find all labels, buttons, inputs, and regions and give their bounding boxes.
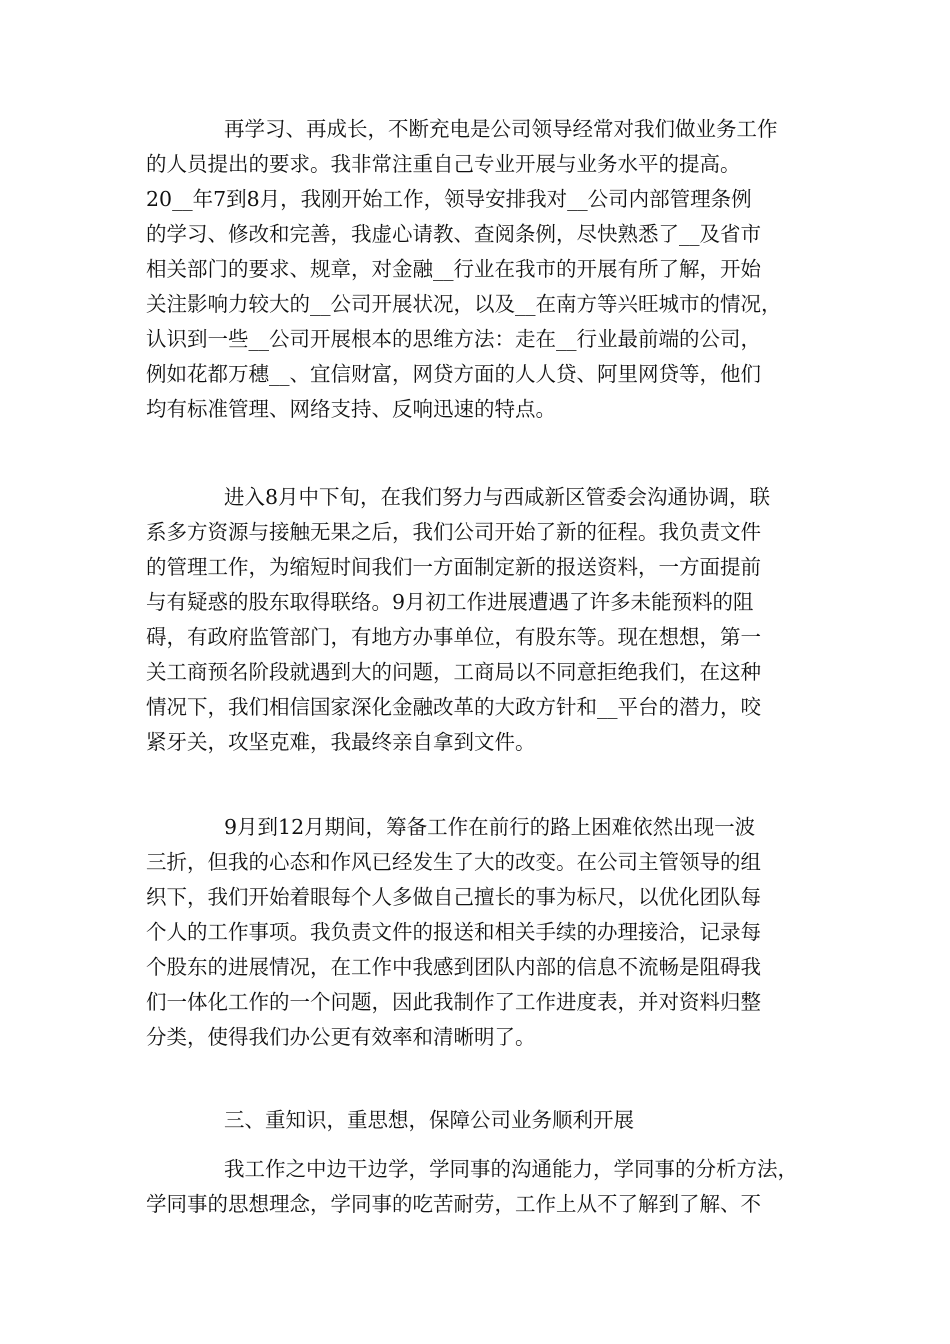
text-line: 系多方资源与接触无果之后，我们公司开始了新的征程。我负责文件 bbox=[146, 520, 761, 544]
text-line: 相关部门的要求、规章，对金融__行业在我市的开展有所了解，开始 bbox=[146, 257, 761, 281]
heading-line: 三、重知识，重思想，保障公司业务顺利开展 bbox=[224, 1108, 634, 1132]
text-line: 均有标准管理、网络支持、反响迅速的特点。 bbox=[146, 397, 556, 421]
text-line: 进入8月中下旬，在我们努力与西咸新区管委会沟通协调，联 bbox=[224, 485, 771, 509]
text-line: 情况下，我们相信国家深化金融改革的大政方针和__平台的潜力，咬 bbox=[146, 695, 761, 719]
section-heading bbox=[146, 1103, 806, 1138]
text-line: 我工作之中边干边学，学同事的沟通能力，学同事的分析方法， bbox=[224, 1157, 798, 1181]
text-line: 的人员提出的要求。我非常注重自己专业开展与业务水平的提高。 bbox=[146, 152, 741, 176]
text-line: 例如花都万穗__、宜信财富，网贷方面的人人贷、阿里网贷等，他们 bbox=[146, 362, 761, 386]
paragraph-1 bbox=[146, 112, 806, 427]
paragraph-4 bbox=[146, 1152, 806, 1222]
text-line: 再学习、再成长，不断充电是公司领导经常对我们做业务工作 bbox=[224, 117, 778, 141]
text-line: 的学习、修改和完善，我虚心请教、查阅条例，尽快熟悉了__及省市 bbox=[146, 222, 761, 246]
text-line: 20__年7到8月，我刚开始工作，领导安排我对__公司内部管理条例 bbox=[146, 187, 752, 211]
paragraph-3 bbox=[146, 810, 806, 1055]
text-line: 们一体化工作的一个问题，因此我制作了工作进度表，并对资料归整 bbox=[146, 990, 761, 1014]
text-line: 与有疑惑的股东取得联络。9月初工作进展遭遇了许多未能预料的阻 bbox=[146, 590, 754, 614]
text-line: 分类，使得我们办公更有效率和清晰明了。 bbox=[146, 1025, 536, 1049]
text-line: 三折，但我的心态和作风已经发生了大的改变。在公司主管领导的组 bbox=[146, 850, 761, 874]
text-line: 碍，有政府监管部门，有地方办事单位，有股东等。现在想想，第一 bbox=[146, 625, 761, 649]
text-line: 的管理工作，为缩短时间我们一方面制定新的报送资料，一方面提前 bbox=[146, 555, 761, 579]
text-line: 关注影响力较大的__公司开展状况，以及__在南方等兴旺城市的情况， bbox=[146, 292, 782, 316]
text-line: 学同事的思想理念，学同事的吃苦耐劳，工作上从不了解到了解、不 bbox=[146, 1192, 761, 1216]
text-line: 关工商预名阶段就遇到大的问题，工商局以不同意拒绝我们，在这种 bbox=[146, 660, 761, 684]
text-line: 个人的工作事项。我负责文件的报送和相关手续的办理接洽，记录每 bbox=[146, 920, 761, 944]
text-line: 认识到一些__公司开展根本的思维方法：走在__行业最前端的公司， bbox=[146, 327, 761, 351]
text-line: 个股东的进展情况，在工作中我感到团队内部的信息不流畅是阻碍我 bbox=[146, 955, 761, 979]
paragraph-2 bbox=[146, 480, 806, 760]
text-line: 织下，我们开始着眼每个人多做自己擅长的事为标尺，以优化团队每 bbox=[146, 885, 761, 909]
text-line: 9月到12月期间，筹备工作在前行的路上困难依然出现一波 bbox=[224, 815, 756, 839]
text-line: 紧牙关，攻坚克难，我最终亲自拿到文件。 bbox=[146, 730, 536, 754]
